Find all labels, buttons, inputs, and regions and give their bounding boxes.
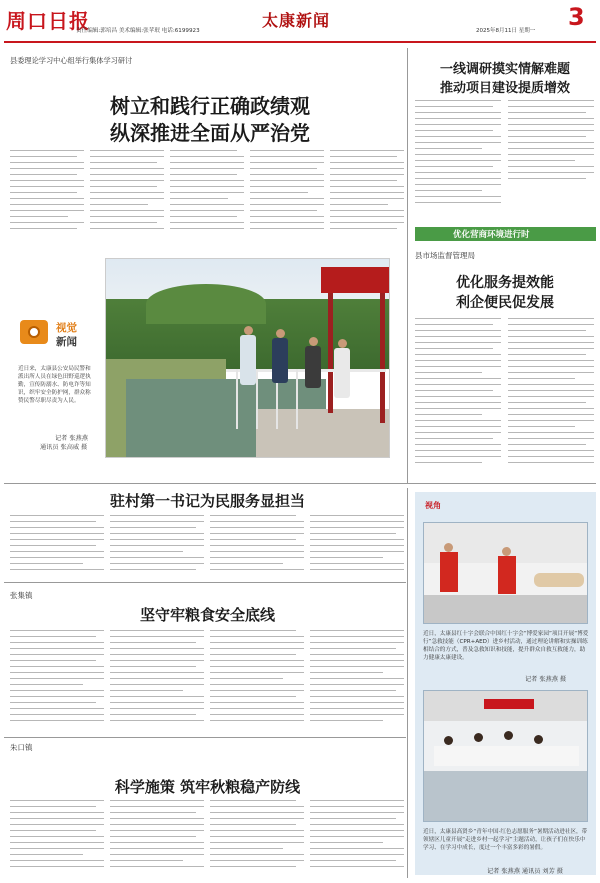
police-patrol-photo xyxy=(105,258,390,458)
story3-text-col-1 xyxy=(415,318,501,478)
story6-text-col-1 xyxy=(10,800,104,876)
camera-icon xyxy=(20,320,48,344)
story4-headline: 驻村第一书记为民服务显担当 xyxy=(109,492,305,510)
children-activity-photo xyxy=(423,690,588,822)
visual-news-caption: 近日来，太康县公安局民警和派出所人员在绿色田野巡逻执勤，宣传防溺水、防电诈等知识，织牢安全防护网，群众称赞民警尽职尽责为人民。 xyxy=(18,366,91,404)
story3-headline-1: 优化服务提效能 xyxy=(456,275,554,291)
story4-text-col-2 xyxy=(110,515,204,575)
visual-news-label-2: 新闻 xyxy=(56,336,77,348)
police-officer xyxy=(240,335,256,385)
story6-text-col-3 xyxy=(210,800,304,876)
story2-text-col-2 xyxy=(508,100,594,195)
story6-dept: 朱口镇 xyxy=(10,743,33,752)
villager xyxy=(334,348,350,398)
story1-kicker: 县委理论学习中心组举行集体学习研讨 xyxy=(10,56,133,65)
story3-dept: 县市场监督管理局 xyxy=(415,251,475,260)
photo-trees xyxy=(146,284,266,324)
viewpoint-panel xyxy=(415,492,596,875)
story5-text-col-3 xyxy=(210,630,304,730)
story2-headline-1: 一线调研摸实情解难题 xyxy=(439,62,570,77)
business-environment-banner xyxy=(415,227,596,241)
story3-text-col-2 xyxy=(508,318,594,478)
pavilion-roof xyxy=(321,267,390,293)
story5-text-col-1 xyxy=(10,630,104,730)
story1-text-col-5 xyxy=(330,150,404,242)
story5-text-col-4 xyxy=(310,630,404,730)
story1-text-col-1 xyxy=(10,150,84,242)
story6-text-col-4 xyxy=(310,800,404,876)
story1-text-col-2 xyxy=(90,150,164,242)
story4-text-col-3 xyxy=(210,515,304,575)
story2-text-col-1 xyxy=(415,100,501,220)
story6-text-col-2 xyxy=(110,800,204,876)
viewpoint-byline-2: 记者 张燕燕 通讯员 刘芳 摄 xyxy=(487,868,563,875)
viewpoint-caption-2: 近日，太康县高贤乡“青年中国·红色志愿服务”暑期活动进社区，带领辖区儿童开展“走进乡村一起学习”主题活动，让孩子们在快乐中学习、在学习中成长，度过一个丰富多彩的暑假。 xyxy=(423,829,588,851)
story2-headline-2: 推动项目建设提质增效 xyxy=(439,81,570,96)
viewpoint-byline-1: 记者 张燕燕 摄 xyxy=(525,676,567,683)
page-number: 3 xyxy=(568,3,585,31)
column-divider xyxy=(407,488,408,878)
story1-headline-1: 树立和践行正确政绩观 xyxy=(110,94,310,118)
story1-text-col-4 xyxy=(250,150,324,242)
visual-news-byline-1: 记者 张燕燕 xyxy=(55,435,88,442)
story1-text-col-3 xyxy=(170,150,244,242)
story6-headline: 科学施策 筑牢秋粮稳产防线 xyxy=(114,778,301,796)
visual-news-byline-2: 通讯员 张高威 摄 xyxy=(40,444,88,451)
story3-headline-2: 利企便民促发展 xyxy=(456,295,554,311)
villager xyxy=(305,346,321,388)
story1-headline-2: 纵深推进全面从严治党 xyxy=(110,121,310,145)
section-divider xyxy=(4,483,596,484)
story4-text-col-1 xyxy=(10,515,104,575)
masthead-rule xyxy=(4,41,596,43)
viewpoint-label: 视角 xyxy=(425,501,441,510)
banner-label: 优化营商环境进行时 xyxy=(453,230,530,240)
newspaper-logo: 周口日报 xyxy=(6,9,90,33)
section-title: 太康新闻 xyxy=(262,11,331,30)
issue-date: 2025年8月11日 星期一 xyxy=(476,28,536,34)
story5-text-col-2 xyxy=(110,630,204,730)
story5-headline: 坚守牢粮食安全底线 xyxy=(139,606,275,624)
viewpoint-caption-1: 近日，太康县红十字会联合中国红十字会“博爱家园”项目开展“博爱行”急救技能（CPR+AED）进乡村活动，通过理论讲解和实操训练相结合的方式，普及急救知识和技能，提升群众自救互救能力，助力健康太康建设。 xyxy=(423,631,589,661)
story5-dept: 张集镇 xyxy=(10,591,33,600)
visual-news-label-1: 视觉 xyxy=(56,322,77,334)
story4-text-col-4 xyxy=(310,515,404,575)
police-officer xyxy=(272,338,288,383)
editor-info: 责任编辑:郭培昌 美术编辑:张苹珉 电话:6199923 xyxy=(76,28,200,34)
masthead xyxy=(0,0,600,42)
first-aid-training-photo xyxy=(423,522,588,624)
column-divider xyxy=(407,48,408,483)
